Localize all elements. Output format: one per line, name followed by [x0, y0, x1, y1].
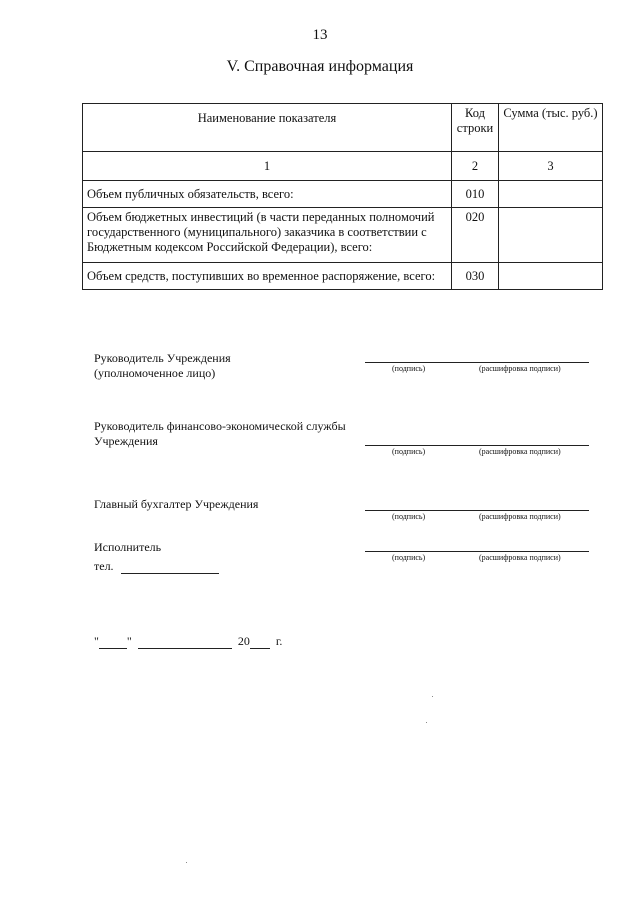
scan-speck: [186, 862, 187, 863]
signature-title-line: Учреждения: [94, 434, 158, 448]
signature-line-head[interactable]: [365, 362, 589, 363]
page-number: 13: [312, 27, 328, 43]
signature-line-executor[interactable]: [365, 551, 589, 552]
signature-label: (подпись): [392, 447, 426, 456]
row-sum-field[interactable]: [499, 181, 603, 208]
scan-speck: [426, 722, 427, 723]
table-row: [83, 208, 603, 263]
year-prefix: 20: [237, 634, 250, 648]
header-indicator-name: Наименование показателя: [83, 104, 452, 152]
signature-title-accountant: [94, 497, 258, 512]
row-name: Объем средств, поступивших во временное распоряжение, всего:: [83, 263, 452, 290]
phone-row: [94, 559, 219, 574]
signature-label: (подпись): [392, 512, 426, 521]
row-code: 030: [452, 263, 499, 290]
signature-title-line: Главный бухгалтер Учреждения: [94, 497, 259, 511]
decode-label: (расшифровка подписи): [479, 447, 561, 456]
row-code: 020: [452, 208, 499, 263]
section-title: V. Справочная информация: [226, 58, 414, 75]
row-sum-field[interactable]: [499, 263, 603, 290]
date-quote-close: ": [126, 634, 132, 648]
column-number-3: 3: [499, 152, 603, 181]
column-number-1: 1: [83, 152, 452, 181]
signature-title-executor: [94, 540, 219, 574]
signature-label: (подпись): [392, 364, 426, 373]
decode-label: (расшифровка подписи): [479, 364, 561, 373]
column-number-row: [83, 152, 603, 181]
year-field[interactable]: [250, 636, 270, 649]
signature-title-line: Руководитель финансово-экономической службы: [94, 419, 346, 433]
column-number-2: 2: [452, 152, 499, 181]
year-suffix: г.: [275, 634, 283, 648]
header-row-code: Код строки: [452, 104, 499, 152]
day-field[interactable]: [99, 636, 127, 649]
phone-label: тел.: [94, 559, 114, 573]
signature-title-line: Исполнитель: [94, 540, 162, 554]
scan-speck: [432, 696, 433, 697]
date-line: [94, 634, 282, 649]
signature-line-finance[interactable]: [365, 445, 589, 446]
table-row: [83, 263, 603, 290]
table-header-row: [83, 104, 603, 152]
header-sum: Сумма (тыс. руб.): [499, 104, 603, 152]
row-sum-field[interactable]: [499, 208, 603, 263]
table-row: [83, 181, 603, 208]
row-code: 010: [452, 181, 499, 208]
signature-title-line: Руководитель Учреждения: [94, 351, 231, 365]
phone-field[interactable]: [121, 561, 219, 574]
row-name: Объем бюджетных инвестиций (в части переданных полномочий государственного (муниципального) заказчика в соответствии с Бюджетным кодексом Российской Федерации), всего:: [83, 208, 452, 263]
date-quote-open: ": [94, 634, 99, 648]
signature-title-finance: [94, 419, 346, 449]
row-name: Объем публичных обязательств, всего:: [83, 181, 452, 208]
signature-line-accountant[interactable]: [365, 510, 589, 511]
signature-title-line: (уполномоченное лицо): [94, 366, 216, 380]
signature-label: (подпись): [392, 553, 426, 562]
signature-title-head: [94, 351, 231, 381]
decode-label: (расшифровка подписи): [479, 512, 561, 521]
decode-label: (расшифровка подписи): [479, 553, 561, 562]
month-field[interactable]: [138, 636, 232, 649]
reference-table: [82, 103, 603, 290]
